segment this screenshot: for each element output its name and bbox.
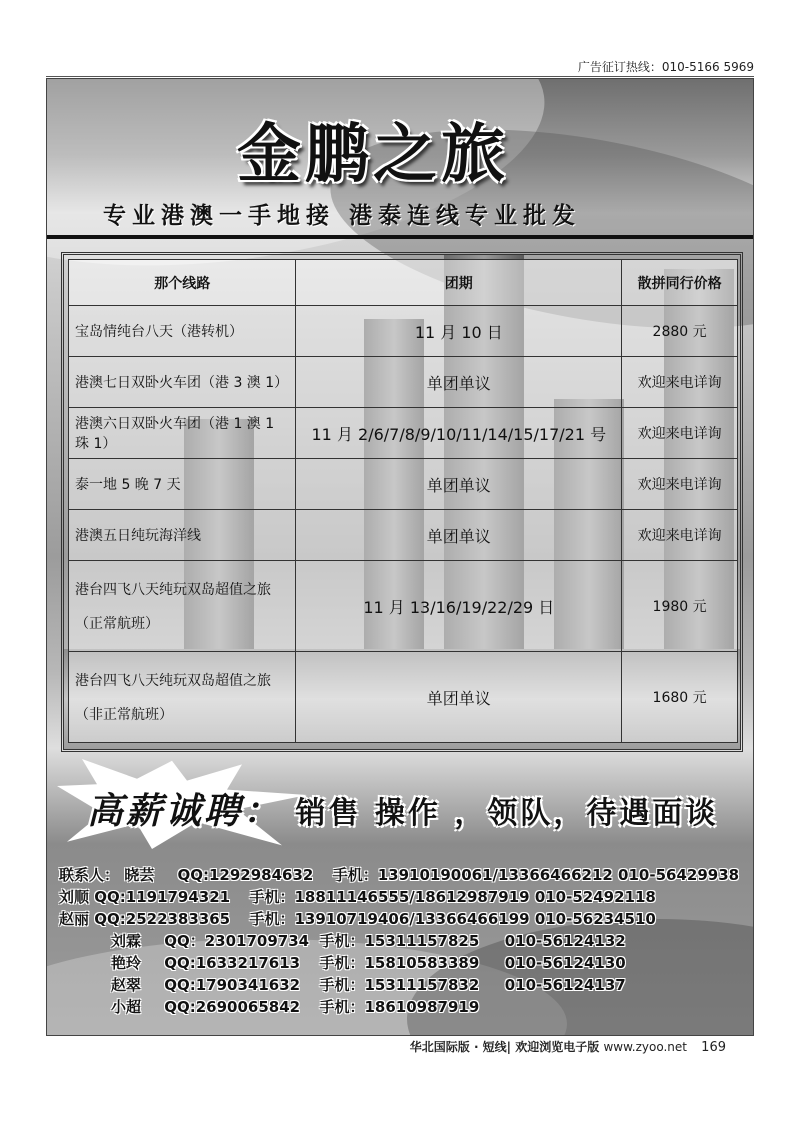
contact-mobile: 手机：18811146555/18612987919: [249, 888, 530, 906]
contact-name: 晓芸: [124, 866, 155, 884]
contact-name: 刘霖: [111, 932, 142, 950]
contact-phone: 010-56429938: [618, 866, 740, 884]
brand-subtitle: 专业港澳一手地接 港泰连线专业批发: [103, 203, 582, 229]
table-row: [69, 510, 738, 561]
price-cell: 欢迎来电详询: [622, 510, 738, 561]
price-cell: 欢迎来电详询: [622, 357, 738, 408]
date-cell: 单团单议: [296, 652, 622, 743]
contact-name: 刘顺: [59, 888, 90, 906]
contact-row: [59, 952, 739, 974]
contact-name: 艳玲: [111, 954, 142, 972]
contact-mobile: 手机：13910719406/13366466199: [249, 910, 530, 928]
table-row: [69, 306, 738, 357]
brand-title: 金鹏之旅: [237, 118, 509, 192]
route-note: （非正常航班）: [75, 707, 173, 723]
recruitment-banner: [87, 783, 718, 834]
price-cell: 欢迎来电详询: [622, 459, 738, 510]
route-cell: 港澳七日双卧火车团（港 3 澳 1）: [69, 357, 296, 408]
contact-name: 小超: [111, 998, 142, 1016]
table-row: [69, 357, 738, 408]
contact-label: 联系人：: [59, 866, 120, 884]
column-header-date: 团期: [296, 260, 622, 306]
ad-hotline: 广告征订热线：010-5166 5969: [577, 60, 754, 74]
contact-qq: QQ:2522383365: [94, 910, 231, 928]
contact-qq: QQ:1790341632: [164, 976, 301, 994]
route-cell: [69, 561, 296, 652]
route-cell: 港澳五日纯玩海洋线: [69, 510, 296, 561]
contact-phone: 010-52492118: [534, 888, 656, 906]
contact-qq: QQ:2690065842: [164, 998, 301, 1016]
contact-name: 赵丽: [59, 910, 90, 928]
route-cell: 宝岛情纯台八天（港转机）: [69, 306, 296, 357]
price-cell: 1680 元: [622, 652, 738, 743]
column-header-route: 那个线路: [69, 260, 296, 306]
contact-mobile: 手机：18610987919: [319, 998, 480, 1016]
table-header-row: [69, 260, 738, 306]
contact-mobile: 手机：13910190061/13366466212: [332, 866, 613, 884]
route-cell: [69, 652, 296, 743]
contact-phone: 010-56124130: [504, 954, 626, 972]
date-cell: 11 月 2/6/7/8/9/10/11/14/15/17/21 号: [296, 408, 622, 459]
contact-row: [59, 864, 739, 886]
date-cell: 11 月 13/16/19/22/29 日: [296, 561, 622, 652]
date-cell: 单团单议: [296, 459, 622, 510]
route-cell: 港澳六日双卧火车团（港 1 澳 1 珠 1）: [69, 408, 296, 459]
table-row: [69, 652, 738, 743]
footer-section: 华北国际版 · 短线| 欢迎浏览电子版: [409, 1040, 600, 1054]
contact-qq: QQ:1633217613: [164, 954, 301, 972]
route-table-frame: [61, 252, 743, 752]
route-name: 港台四飞八天纯玩双岛超值之旅: [75, 673, 271, 689]
contact-phone: 010-56124132: [504, 932, 626, 950]
contact-row: [59, 930, 739, 952]
advert-panel: [46, 78, 754, 1036]
page-footer: [410, 1038, 726, 1055]
page-number: 169: [701, 1040, 726, 1055]
route-table: [68, 259, 738, 743]
date-cell: 11 月 10 日: [296, 306, 622, 357]
contact-row: [59, 886, 739, 908]
price-cell: 欢迎来电详询: [622, 408, 738, 459]
table-row: [69, 459, 738, 510]
contact-qq: QQ:1191794321: [94, 888, 231, 906]
contact-phone: 010-56124137: [504, 976, 626, 994]
contact-qq: QQ:1292984632: [177, 866, 314, 884]
contact-row: [59, 908, 739, 930]
price-cell: 2880 元: [622, 306, 738, 357]
column-header-price: 散拼同行价格: [622, 260, 738, 306]
footer-url-link[interactable]: www.zyoo.net: [603, 1040, 687, 1054]
top-rule: [46, 76, 754, 77]
table-row: [69, 561, 738, 652]
contact-name: 赵翠: [111, 976, 142, 994]
contact-list: [59, 864, 739, 1018]
recruit-roles: 销售 操作 ，领队，待遇面谈: [295, 796, 719, 831]
contact-mobile: 手机：15810583389: [319, 954, 480, 972]
route-name: 港台四飞八天纯玩双岛超值之旅: [75, 582, 271, 598]
date-cell: 单团单议: [296, 357, 622, 408]
route-cell: 泰一地 5 晚 7 天: [69, 459, 296, 510]
date-cell: 单团单议: [296, 510, 622, 561]
contact-mobile: 手机：15311157832: [319, 976, 480, 994]
recruit-headline: 高薪诚聘：: [87, 790, 283, 832]
contact-qq: QQ：2301709734: [164, 932, 310, 950]
price-cell: 1980 元: [622, 561, 738, 652]
contact-row: [59, 974, 739, 996]
contact-phone: 010-56234510: [534, 910, 656, 928]
route-note: （正常航班）: [75, 616, 159, 632]
table-row: [69, 408, 738, 459]
contact-mobile: 手机：15311157825: [319, 932, 480, 950]
header-divider: [47, 235, 754, 239]
contact-row: [59, 996, 739, 1018]
